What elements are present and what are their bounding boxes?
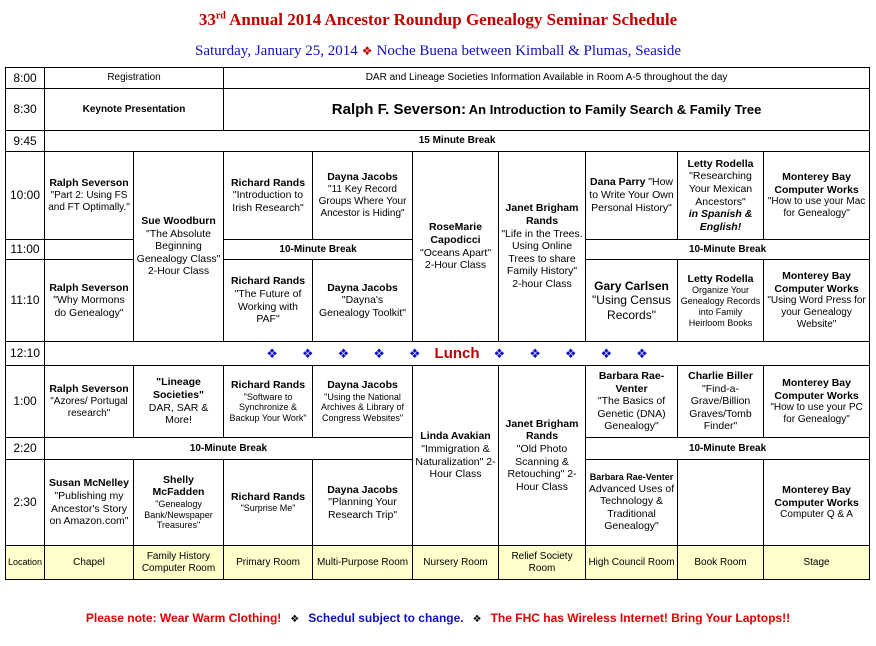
time-cell: 2:30 [6, 460, 45, 546]
session-title: "Oceans Apart" 2-Hour Class [419, 246, 492, 272]
session-title: "Researching Your Mexican Ancestors" [688, 170, 753, 208]
speaker-name: Letty Rodella [687, 272, 754, 285]
session-title: "Introduction to Irish Research" [232, 189, 304, 214]
session-title: "Using Word Press for your Genealogy Website" [767, 295, 866, 331]
speaker-name: Monterey Bay Computer Works [774, 483, 859, 509]
session-title: "Using the National Archives & Library of Congress Websites" [321, 391, 405, 424]
session-title: "Life in the Trees. Using Online Trees to share Family History" 2-hour Class [501, 227, 583, 290]
session-title: "How to use your PC for Genealogy" [770, 402, 863, 426]
diamond-icon: ❖ [493, 346, 506, 362]
location-cell: Chapel [45, 546, 134, 580]
diamond-icon: ❖ [361, 44, 373, 58]
speaker-name: Monterey Bay Computer Works [774, 269, 859, 295]
session-cell [313, 260, 413, 342]
session-cell [764, 260, 870, 342]
keynote-label: Keynote Presentation [45, 89, 224, 131]
session-cell [45, 152, 134, 240]
wifi-note: The FHC has Wireless Internet! Bring Your Laptops!! [490, 611, 791, 625]
page-title: 33rd Annual 2014 Ancestor Roundup Genealogy Seminar Schedule [198, 10, 678, 29]
session-cell [134, 152, 224, 342]
session-cell [224, 460, 313, 546]
speaker-name: Charlie Biller [688, 370, 753, 383]
speaker-name: Janet Brigham Rands [505, 202, 579, 228]
diamond-icon: ❖ [373, 346, 385, 362]
session-cell [586, 152, 678, 240]
footer-notes [0, 611, 876, 625]
time-cell: 8:00 [6, 68, 45, 89]
keynote-talk: An Introduction to Family Search & Family Tree [468, 101, 762, 117]
speaker-name: Richard Rands [230, 275, 306, 288]
diamond-icon: ❖ [301, 346, 314, 362]
empty-cell [45, 240, 134, 260]
session-title: "Surprise Me" [240, 503, 296, 514]
session-cell [313, 152, 413, 240]
dar-info-cell: DAR and Lineage Societies Information Available in Room A-5 throughout the day [224, 68, 870, 89]
session-title: Organize Your Genealogy Records into Family Heirloom Books [680, 285, 761, 328]
session-cell [413, 366, 499, 546]
speaker-name: Dayna Jacobs [327, 379, 398, 391]
page-subtitle [0, 43, 876, 60]
session-title: "Old Photo Scanning & Retouching" 2-Hour Class [507, 442, 577, 493]
time-cell: 9:45 [6, 131, 45, 152]
time-cell: 1:00 [6, 366, 45, 438]
session-cell [764, 366, 870, 438]
diamond-icon: ❖ [564, 346, 577, 362]
empty-cell [678, 460, 764, 546]
session-cell [224, 260, 313, 342]
break-cell: 10-Minute Break [586, 438, 870, 460]
session-cell [45, 460, 134, 546]
session-cell [313, 366, 413, 438]
time-cell: 11:00 [6, 240, 45, 260]
location-cell: Family History Computer Room [134, 546, 224, 580]
speaker-name: Dana Parry [590, 176, 646, 188]
row-800 [6, 68, 870, 89]
session-title: "Genealogy Bank/Newspaper Treasures" [144, 498, 213, 531]
speaker-name: Dayna Jacobs [327, 171, 398, 184]
session-cell [134, 366, 224, 438]
location-cell: Stage [764, 546, 870, 580]
diamond-icon: ❖ [600, 346, 613, 362]
diamond-icon: ❖ [266, 346, 278, 362]
session-cell [224, 366, 313, 438]
location-row [6, 546, 870, 580]
session-cell [678, 366, 764, 438]
speaker-name: Sue Woodburn [141, 215, 216, 228]
session-cell [313, 460, 413, 546]
keynote-speaker: Ralph F. Severson: [331, 100, 466, 118]
speaker-name: "Lineage Societies" [152, 376, 205, 401]
speaker-name: Monterey Bay Computer Works [774, 170, 859, 196]
keynote-cell [224, 89, 870, 131]
session-cell [413, 152, 499, 342]
location-cell: High Council Room [586, 546, 678, 580]
location-cell: Relief Society Room [499, 546, 586, 580]
session-cell [764, 460, 870, 546]
session-title: DAR, SAR & More! [148, 401, 209, 427]
speaker-name: Letty Rodella [687, 157, 754, 170]
session-title: "Publishing my Ancestor's Story on Amazon.com" [49, 489, 129, 528]
session-title: "Azores/ Portugal research" [50, 395, 128, 419]
session-cell [134, 460, 224, 546]
location-cell: Nursery Room [413, 546, 499, 580]
diamond-icon: ❖ [472, 614, 482, 625]
session-title: "Planning Your Research Trip" [327, 496, 398, 521]
session-note: in Spanish & English! [688, 208, 753, 233]
session-title: "Immigration & Naturalization" 2-Hour Class [415, 442, 496, 481]
speaker-name: Monterey Bay Computer Works [774, 376, 859, 402]
speaker-name: RoseMarie Capodicci [428, 221, 483, 246]
location-cell: Book Room [678, 546, 764, 580]
speaker-name: Barbara Rae-Venter [598, 370, 665, 395]
event-date: Saturday, January 25, 2014 [194, 43, 358, 59]
speaker-name: Linda Avakian [420, 430, 491, 443]
row-1210 [6, 342, 870, 366]
time-cell: 11:10 [6, 260, 45, 342]
speaker-name: Susan McNelley [49, 477, 129, 490]
location-label: Location [6, 546, 45, 580]
time-cell: 8:30 [6, 89, 45, 131]
time-cell: 12:10 [6, 342, 45, 366]
session-title: "The Future of Working with PAF" [234, 287, 302, 326]
session-cell [45, 366, 134, 438]
session-cell [499, 366, 586, 546]
session-cell [586, 366, 678, 438]
session-title: "Find-a-Grave/Billion Graves/Tomb Finder" [689, 382, 752, 433]
schedule-table [5, 67, 870, 580]
session-title: "Software to Synchronize & Backup Your Work" [229, 391, 307, 424]
break-cell: 15 Minute Break [45, 131, 870, 152]
diamond-icon: ❖ [408, 346, 421, 362]
break-cell: 10-Minute Break [586, 240, 870, 260]
session-cell [45, 260, 134, 342]
speaker-name: Ralph Severson [49, 177, 129, 190]
session-cell [586, 460, 678, 546]
registration-cell: Registration [45, 68, 224, 89]
speaker-name: Janet Brigham Rands [505, 417, 579, 443]
session-cell [586, 260, 678, 342]
row-830 [6, 89, 870, 131]
diamond-icon: ❖ [337, 346, 350, 362]
session-cell [224, 152, 313, 240]
break-cell: 10-Minute Break [45, 438, 413, 460]
speaker-name: Barbara Rae-Venter [589, 471, 674, 482]
row-945 [6, 131, 870, 152]
event-location: Noche Buena between Kimball & Plumas, Seaside [376, 43, 682, 59]
session-title: "How to use your Mac for Genealogy" [767, 196, 866, 220]
break-cell: 10-Minute Break [224, 240, 413, 260]
speaker-name: Richard Rands [230, 490, 306, 503]
speaker-name: Ralph Severson [49, 383, 129, 396]
session-title: "Part 2: Using FS and FT Optimally." [48, 189, 130, 213]
session-cell [499, 152, 586, 342]
speaker-name: Dayna Jacobs [327, 281, 398, 294]
session-title: Advanced Uses of Technology & Traditional Genealogy" [588, 482, 675, 533]
speaker-name: Dayna Jacobs [327, 483, 398, 496]
session-title: Computer Q & A [780, 509, 853, 521]
location-cell: Multi-Purpose Room [313, 546, 413, 580]
time-cell: 2:20 [6, 438, 45, 460]
speaker-name: Richard Rands [230, 176, 306, 189]
row-100 [6, 366, 870, 438]
time-cell: 10:00 [6, 152, 45, 240]
row-1000 [6, 152, 870, 240]
speaker-name: Richard Rands [230, 379, 306, 391]
warm-clothing-note: Please note: Wear Warm Clothing! [85, 611, 282, 625]
speaker-name: Shelly McFadden [152, 473, 205, 499]
diamond-icon: ❖ [636, 346, 648, 362]
speaker-name: Gary Carlsen [594, 278, 669, 293]
lunch-label: Lunch [434, 344, 480, 362]
session-cell [678, 152, 764, 240]
session-cell [764, 152, 870, 240]
diamond-icon: ❖ [290, 614, 300, 625]
session-title: "Why Mormons do Genealogy" [53, 294, 125, 319]
location-cell: Primary Room [224, 546, 313, 580]
session-title: "The Absolute Beginning Genealogy Class" 2-Hour Class [136, 227, 221, 278]
diamond-icon: ❖ [529, 346, 541, 362]
session-title: "Dayna's Genealogy Toolkit" [319, 294, 407, 319]
session-title: "How to Write Your Own Personal History" [589, 176, 674, 214]
session-title: "The Basics of Genetic (DNA) Genealogy" [597, 395, 666, 433]
lunch-cell [45, 342, 870, 366]
schedule-change-note: Schedul subject to change. [308, 611, 464, 625]
session-title: "Using Census Records" [592, 293, 671, 322]
session-cell [678, 260, 764, 342]
session-title: "11 Key Record Groups Where Your Ancestor is Hiding" [318, 183, 407, 219]
speaker-name: Ralph Severson [49, 281, 129, 294]
